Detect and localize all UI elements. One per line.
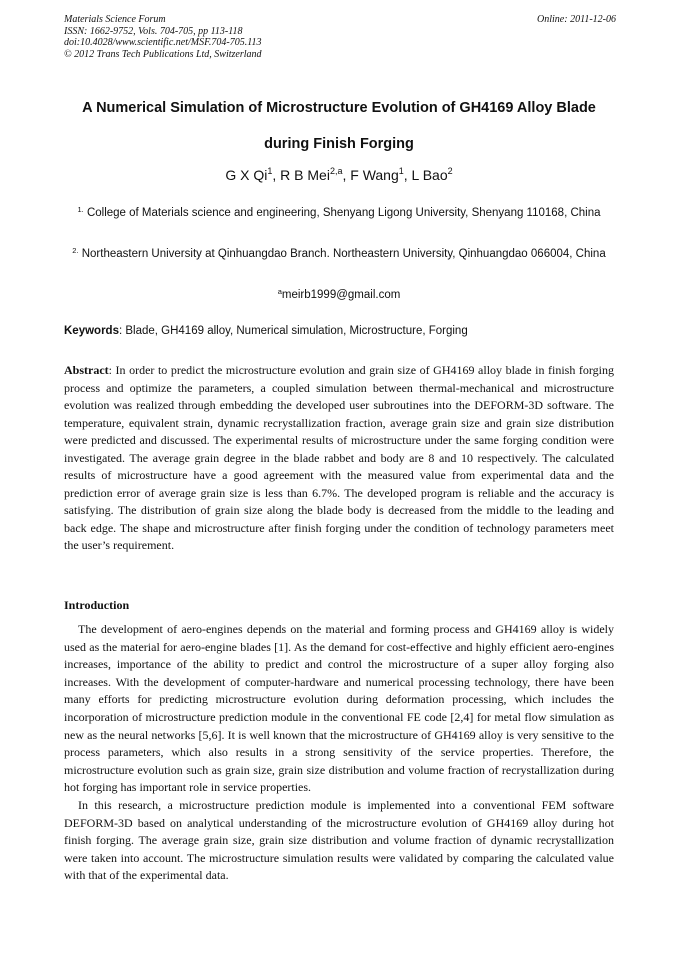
author-name: G X Qi xyxy=(225,167,268,183)
introduction-body xyxy=(64,621,614,885)
affiliation-mark: 1. xyxy=(77,205,84,214)
email-mark: a xyxy=(277,287,282,296)
abstract xyxy=(64,362,614,555)
issn-line: ISSN: 1662-9752, Vols. 704-705, pp 113-118 xyxy=(64,25,243,37)
doi-line[interactable]: doi:10.4028/www.scientific.net/MSF.704-705.113 xyxy=(64,37,262,48)
author-affiliation-mark: 1 xyxy=(398,166,404,176)
abstract-label: Abstract xyxy=(64,363,109,377)
author-affiliation-mark: 2 xyxy=(447,166,453,176)
affiliation-text: Northeastern University at Qinhuangdao Branch. Northeastern University, Qinhuangdao 066004, China xyxy=(81,248,606,260)
email-address[interactable]: meirb1999@gmail.com xyxy=(281,289,401,301)
affiliation-text: College of Materials science and engineering, Shenyang Ligong University, Shenyang 110168, China xyxy=(86,207,601,219)
corresponding-email xyxy=(64,287,614,304)
author-list: G X Qi$^1$, R B Mei$^{2,a}$, F Wang$^1$, L Bao$^2$ xyxy=(225,166,453,183)
author-name: F Wang xyxy=(350,167,399,183)
journal-header xyxy=(64,14,484,60)
affiliation-2 xyxy=(64,246,614,263)
keywords-label: Keywords xyxy=(64,325,119,337)
copyright-line: © 2012 Trans Tech Publications Ltd, Switzerland xyxy=(64,48,262,60)
author-name: L Bao xyxy=(411,167,448,183)
keywords xyxy=(64,323,624,340)
abstract-text: : In order to predict the microstructure evolution and grain size of GH4169 alloy blade in finish forging process and optimize the parameters, a coupled simulation between thermal-mechanical and microstructure evolution was realized through embedding the developed user subroutines into the DEFORM-3D software. The temperature, equivalent strain, dynamic recrystallization fraction, average grain size and grain size distribution were predicted and discussed. The experimental results of microstructure under the same forging condition were investigated. The average grain degree in the blade rabbet and body are 8 and 10 respectively. The calculated results of microstructure have a good agreement with the measured value from experimental data and the prediction error of average grain size is less than 6.7%. The developed program is reliable and the accuracy is satisfying. The distribution of grain size along the blade body is decreased from the middle to the leading and back edge. The shape and microstructure after finish forging under the condition of technology parameters meet the user’s requirement. xyxy=(64,363,614,552)
section-heading-introduction: Introduction xyxy=(64,598,130,612)
affiliation-1 xyxy=(64,205,614,222)
author-affiliation-mark: 1 xyxy=(267,166,273,176)
affiliation-mark: 2. xyxy=(72,246,79,255)
author-affiliation-mark: 2,a xyxy=(329,166,343,176)
introduction-paragraph: The development of aero-engines depends on the material and forming process and GH4169 alloy is widely used as the material for aero-engine blades [1]. As the demand for cost-effective and highly efficient aero-engines increases, importance of the ability to predict and control the microstructure of a super alloy forging also increases. With the development of computer-hardware and numerical processing technology, there have been many efforts for predicting microstructure evolution during deformation processing, which includes the incorporation of microstructure prediction module in the conventional FE code [2,4] for metal flow simulation as new as the neural networks [5,6]. It is well known that the microstructure of GH4169 alloy is very sensitive to the process parameters, which also results in a strong sensitivity of the service properties. Therefore, the microstructure evolution such as grain size, grain size distribution and volume fraction of recrystallization during hot forging has important role in service properties. xyxy=(64,622,614,795)
paper-title: A Numerical Simulation of Microstructure Evolution of GH4169 Alloy Blade during Finish Forging xyxy=(82,100,596,152)
introduction-paragraph: In this research, a microstructure prediction module is implemented into a conventional FEM software DEFORM-3D based on analytical understanding of the microstructure evolution of GH4169 alloy during hot finish forging. The average grain size, grain size distribution and volume fraction of dynamic recrystallization were taken into account. The microstructure simulation results were validated by comparing the calculated value with that of the experimental data. xyxy=(64,797,614,883)
online-date: Online: 2011-12-06 xyxy=(537,14,616,25)
keywords-text: : Blade, GH4169 alloy, Numerical simulation, Microstructure, Forging xyxy=(118,325,468,337)
journal-name: Materials Science Forum xyxy=(64,14,166,25)
author-name: R B Mei xyxy=(280,167,330,183)
